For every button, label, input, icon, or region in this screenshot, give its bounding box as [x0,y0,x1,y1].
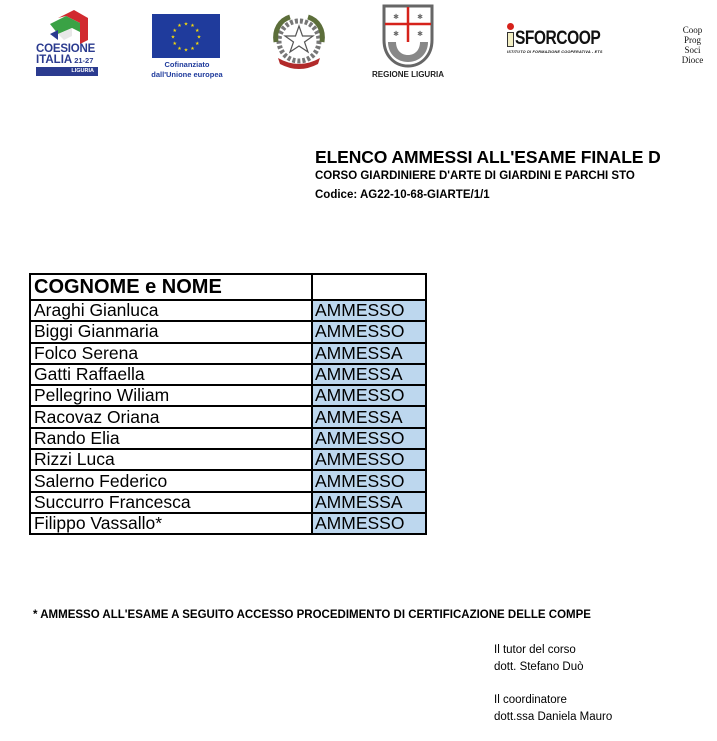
coesione-italia-text: ITALIA [36,54,73,66]
eu-star-icon: ★ [195,28,200,34]
student-name: Racovaz Oriana [30,406,312,427]
coordinator-name: dott.ssa Daniela Mauro [494,711,613,723]
coordinator-role: Il coordinatore [494,694,567,706]
footnote: * AMMESSO ALL'ESAME A SEGUITO ACCESSO PROCEDIMENTO DI CERTIFICAZIONE DELLE COMPE [33,609,591,621]
coop-line: Coop [682,25,703,35]
coop-line: Prog [683,35,701,45]
svg-text:✱: ✱ [393,14,399,21]
header-status [312,274,426,300]
repubblica-italiana-emblem [268,12,330,74]
eu-caption-line2: dall'Unione europea [151,70,223,79]
coesione-band: LIGURIA [36,67,98,76]
table-row [30,343,426,364]
document-title: ELENCO AMMESSI ALL'ESAME FINALE D [315,147,661,167]
table-header-row [30,274,426,300]
table-row [30,406,426,427]
isforcoop-dot-icon [507,23,514,30]
emblem-star-icon [268,12,330,74]
coesione-line2 [36,55,93,66]
coop-logo-text [668,25,717,65]
admission-status: AMMESSA [312,343,426,364]
eu-star-icon: ★ [196,34,202,41]
table-row [30,300,426,321]
admission-status: AMMESSO [312,321,426,342]
admitted-table [29,273,427,535]
table-row [30,321,426,342]
header-name: COGNOME e NOME [30,274,312,300]
eu-star-icon: ★ [172,41,177,47]
coesione-line1: COESIONE [36,43,96,55]
eu-stars-icon [152,14,220,58]
eu-logo [150,14,226,80]
admission-status: AMMESSO [312,428,426,449]
eu-caption-line1: Cofinanziato [164,60,210,69]
eu-star-icon: ★ [170,34,176,41]
table-row [30,492,426,513]
coesione-years: 21-27 [74,56,94,65]
student-name: Biggi Gianmaria [30,321,312,342]
svg-text:✱: ✱ [393,31,399,38]
isforcoop-logo [505,22,615,60]
coesione-house-icon [44,10,90,44]
isforcoop-name: SFORCOOP [515,28,601,49]
student-name: Araghi Gianluca [30,300,312,321]
admission-status: AMMESSO [312,513,426,534]
eu-caption [146,60,228,80]
table-row [30,364,426,385]
table-row [30,449,426,470]
eu-flag [152,14,220,58]
table-row [30,513,426,534]
table-row [30,385,426,406]
student-name: Succurro Francesca [30,492,312,513]
admission-status: AMMESSO [312,385,426,406]
table-row [30,470,426,491]
course-code: Codice: AG22-10-68-GIARTE/1/1 [315,189,490,201]
eu-star-icon: ★ [195,41,200,47]
eu-star-icon: ★ [190,23,195,30]
coesione-italia-logo [36,10,108,80]
liguria-shield-icon [380,4,436,68]
admission-status: AMMESSA [312,364,426,385]
eu-star-icon: ★ [183,47,189,54]
coop-line: Soci [684,45,701,55]
course-subtitle: CORSO GIARDINIERE D'ARTE DI GIARDINI E PARCHI STO [315,170,635,182]
regione-liguria-logo [368,4,448,82]
tutor-name: dott. Stefano Duò [494,661,584,673]
admission-status: AMMESSO [312,470,426,491]
eu-star-icon: ★ [177,45,182,52]
coop-line: Dioce [681,55,704,65]
student-name: Gatti Raffaella [30,364,312,385]
isforcoop-i-icon [507,32,514,47]
eu-star-icon: ★ [190,45,195,52]
student-name: Rando Elia [30,428,312,449]
table-row [30,428,426,449]
svg-text:✱: ✱ [417,31,423,38]
admission-status: AMMESSO [312,300,426,321]
student-name: Salerno Federico [30,470,312,491]
eu-star-icon: ★ [172,28,177,34]
eu-star-icon: ★ [183,21,189,28]
admission-status: AMMESSA [312,492,426,513]
admission-status: AMMESSA [312,406,426,427]
student-name: Folco Serena [30,343,312,364]
student-name: Rizzi Luca [30,449,312,470]
isforcoop-tagline: ISTITUTO DI FORMAZIONE COOPERATIVA - ETS [507,50,603,54]
eu-star-icon: ★ [177,23,182,30]
tutor-role: Il tutor del corso [494,644,576,656]
svg-text:✱: ✱ [417,14,423,21]
student-name: Pellegrino Wiliam [30,385,312,406]
regione-caption: REGIONE LIGURIA [371,70,444,79]
admission-status: AMMESSO [312,449,426,470]
student-name: Filippo Vassallo* [30,513,312,534]
